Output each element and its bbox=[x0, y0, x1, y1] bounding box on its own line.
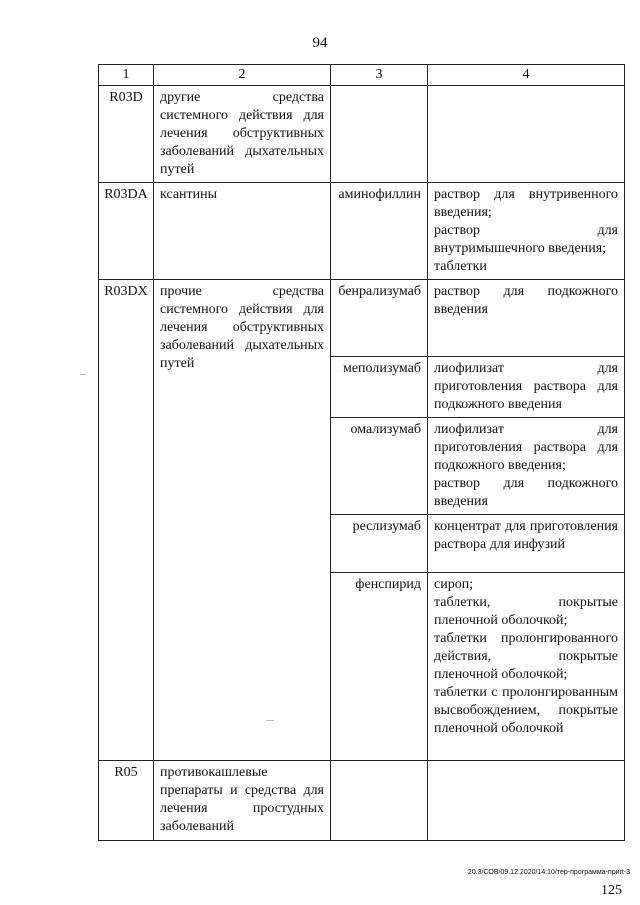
dosage-form-line: лиофилизат для приготовления раствора для подкожного введения bbox=[434, 361, 618, 412]
atc-code-cell: R03D bbox=[99, 86, 154, 183]
table-row bbox=[99, 761, 625, 841]
atc-code-cell: R05 bbox=[99, 761, 154, 841]
dosage-form-line: сироп; bbox=[434, 577, 474, 592]
atc-code-cell: R03DA bbox=[99, 183, 154, 280]
group-name-cell: противокашлевые препараты и средства для лечения простудных заболеваний bbox=[154, 761, 331, 841]
dosage-form-cell bbox=[428, 418, 625, 515]
dosage-form-cell bbox=[428, 761, 625, 841]
dosage-form-line: концентрат для приготовления раствора для инфузий bbox=[434, 519, 618, 552]
drug-name-cell: реслизумаб bbox=[331, 515, 428, 573]
drug-name-cell: бенрализумаб bbox=[331, 280, 428, 357]
document-id: 20.3/СОВ/09.12.2020/14:10/тер-программа-приrt-3 bbox=[467, 869, 630, 876]
drug-name-cell: фенспирид bbox=[331, 573, 428, 761]
column-header-1: 1 bbox=[99, 65, 154, 86]
group-name-cell: прочие средства системного действия для лечения обструктивных заболеваний дыхательных путей bbox=[154, 280, 331, 761]
dosage-form-cell bbox=[428, 357, 625, 418]
dosage-form-line: таблетки пролонгированного действия, покрытые пленочной оболочкой; bbox=[434, 631, 618, 682]
atc-code-cell: R03DX bbox=[99, 280, 154, 761]
dosage-form-line: таблетки bbox=[434, 259, 487, 274]
margin-mark bbox=[80, 374, 86, 375]
drug-table bbox=[98, 64, 625, 841]
drug-name-cell: меполизумаб bbox=[331, 357, 428, 418]
dosage-form-cell bbox=[428, 280, 625, 357]
table-row bbox=[99, 86, 625, 183]
drug-name-cell: аминофиллин bbox=[331, 183, 428, 280]
group-name-cell: другие средства системного действия для лечения обструктивных заболеваний дыхательных путей bbox=[154, 86, 331, 183]
dosage-form-cell bbox=[428, 183, 625, 280]
page-number: 94 bbox=[312, 35, 328, 51]
drug-name-cell bbox=[331, 761, 428, 841]
table-body bbox=[99, 86, 625, 841]
dosage-form-line: раствор для подкожного введения bbox=[434, 476, 618, 509]
dosage-form-line: раствор для внутривенного введения; bbox=[434, 187, 618, 220]
table-header-row bbox=[99, 65, 625, 86]
dosage-form-cell bbox=[428, 573, 625, 761]
dosage-form-line: раствор для подкожного введения bbox=[434, 284, 618, 317]
dosage-form-line: таблетки с пролонгированным высвобождением, покрытые пленочной оболочкой bbox=[434, 685, 618, 736]
dosage-form-cell bbox=[428, 515, 625, 573]
sheet-number: 125 bbox=[601, 883, 622, 898]
dosage-form-cell bbox=[428, 86, 625, 183]
dosage-form-line: таблетки, покрытые пленочной оболочкой; bbox=[434, 595, 618, 628]
table-row bbox=[99, 280, 625, 357]
column-header-3: 3 bbox=[331, 65, 428, 86]
drug-name-cell: омализумаб bbox=[331, 418, 428, 515]
scan-mark bbox=[266, 720, 274, 721]
drug-name-cell bbox=[331, 86, 428, 183]
table-row bbox=[99, 183, 625, 280]
group-name-cell: ксантины bbox=[154, 183, 331, 280]
column-header-2: 2 bbox=[154, 65, 331, 86]
dosage-form-line: лиофилизат для приготовления раствора для подкожного введения; bbox=[434, 422, 618, 473]
column-header-4: 4 bbox=[428, 65, 625, 86]
dosage-form-line: раствор для внутримышечного введения; bbox=[434, 223, 618, 256]
